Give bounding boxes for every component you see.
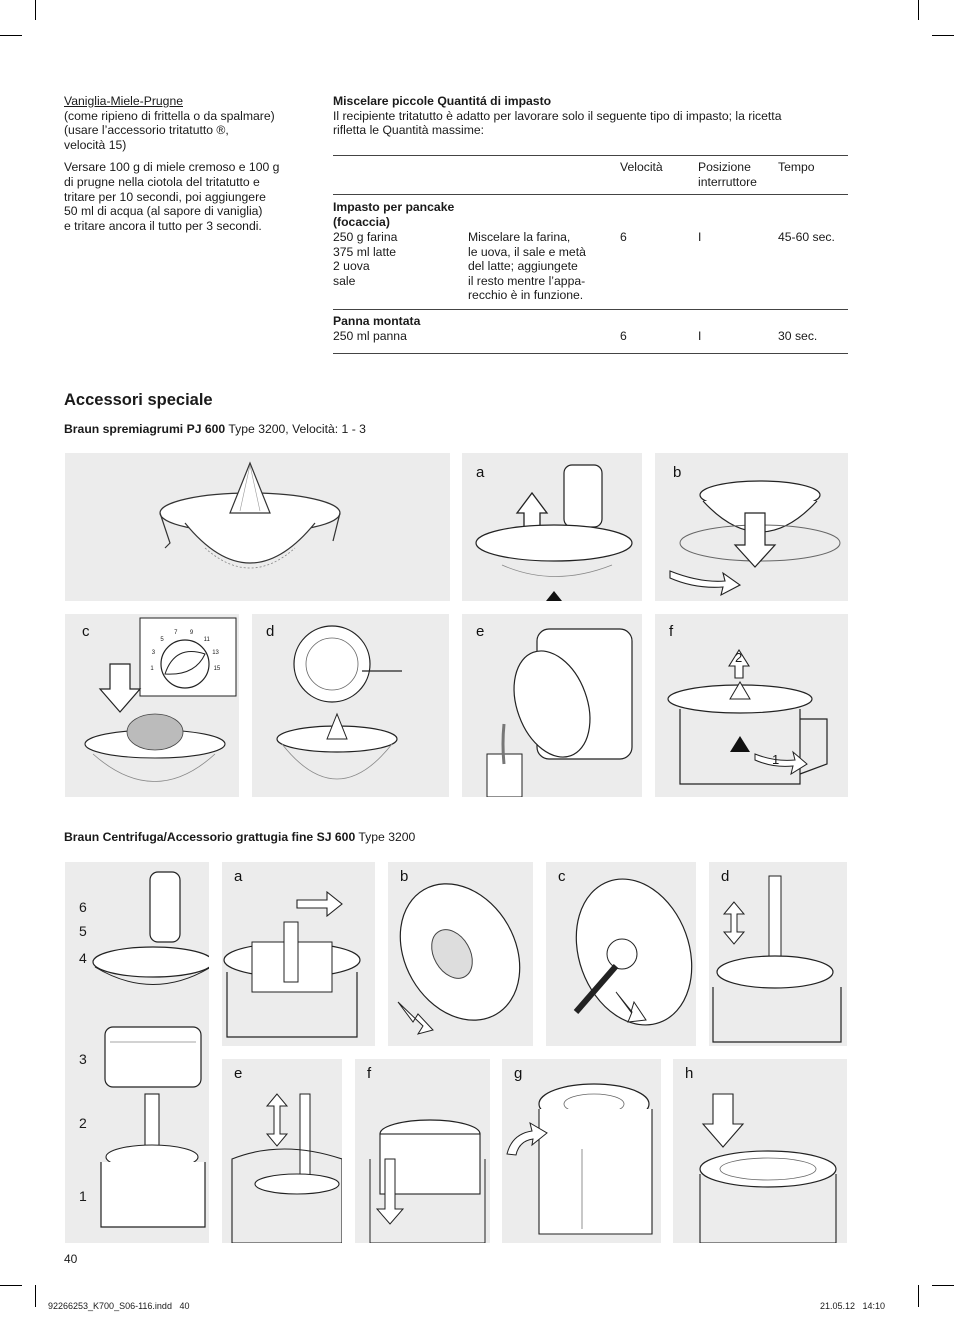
ingredient: sale xyxy=(333,273,356,288)
row-name: (focaccia) xyxy=(333,214,390,229)
pj-panel-c xyxy=(65,614,239,797)
panel-label: a xyxy=(234,868,243,885)
method-line: il resto mentre l’appa- xyxy=(468,273,586,288)
dial-number: 1 xyxy=(150,666,154,672)
crop-mark xyxy=(35,1285,36,1307)
table-rule xyxy=(333,155,848,156)
crop-mark xyxy=(932,1285,954,1286)
ingredient: 250 g farina xyxy=(333,230,398,244)
pj-panel-b xyxy=(655,453,848,601)
recipe-body-line: e tritare ancora il tutto per 3 secondi. xyxy=(64,218,262,233)
crop-mark xyxy=(0,35,22,36)
panel-label: h xyxy=(685,1065,694,1082)
ingredient: 2 uova xyxy=(333,259,370,274)
pj-panel-d xyxy=(252,614,449,797)
dial-number: 15 xyxy=(213,666,221,672)
part-number: 3 xyxy=(79,1051,87,1067)
mix-intro-line: rifletta le Quantità massime: xyxy=(333,123,485,138)
footer-date: 21.05.12 14:10 xyxy=(820,1301,886,1311)
panel-label: f xyxy=(669,623,674,640)
sj600-details: Type 3200 xyxy=(355,830,416,844)
pj-panel-main xyxy=(65,453,450,601)
sj-panel-a xyxy=(222,862,375,1046)
crop-mark xyxy=(918,1285,919,1307)
row-method xyxy=(468,230,586,303)
crop-mark xyxy=(35,0,36,20)
crop-mark xyxy=(918,0,919,20)
method-line: recchio è in funzione. xyxy=(468,288,584,303)
sj-panel-g xyxy=(502,1059,661,1243)
part-number: 5 xyxy=(79,923,87,939)
footer-file: 92266253_K700_S06-116.indd 40 xyxy=(48,1301,190,1311)
step-number: 1 xyxy=(772,752,780,767)
page-number: 40 xyxy=(64,1252,78,1266)
sj-panel-b xyxy=(388,862,533,1046)
recipe-title: Vaniglia-Miele-Prugne xyxy=(64,94,183,108)
dial-number: 3 xyxy=(151,650,156,657)
part-number: 6 xyxy=(79,899,87,915)
panel-label: b xyxy=(673,464,682,481)
crop-mark xyxy=(0,1285,22,1286)
panel-label: e xyxy=(476,623,485,640)
dial-number: 7 xyxy=(174,629,178,636)
row-switch: I xyxy=(698,230,702,244)
mix-intro xyxy=(333,94,853,138)
header-speed: Velocità xyxy=(620,160,663,174)
method-line: del latte; aggiungete xyxy=(468,259,578,274)
row-speed: 6 xyxy=(620,230,627,244)
panel-label: c xyxy=(558,868,566,885)
row-time: 30 sec. xyxy=(778,329,818,343)
sj-panel-d xyxy=(709,862,847,1046)
pj-panel-f xyxy=(655,614,848,797)
recipe-body-line: di prugne nella ciotola del tritatutto e xyxy=(64,174,260,189)
header-time: Tempo xyxy=(778,160,815,174)
sj-panel-h xyxy=(673,1059,847,1243)
row-name: Impasto per pancake xyxy=(333,200,455,214)
sj-panel-exploded xyxy=(65,862,209,1243)
pj600-details: Type 3200, Velocità: 1 - 3 xyxy=(225,422,366,436)
method-line: Miscelare la farina, xyxy=(468,230,571,244)
step-number: 2 xyxy=(735,650,743,665)
ingredient: 250 ml panna xyxy=(333,328,407,343)
pj-panel-e xyxy=(462,614,642,797)
sj600-heading xyxy=(64,830,415,845)
sj-panel-e xyxy=(222,1059,342,1243)
pj-panel-a xyxy=(462,453,642,601)
recipe-block xyxy=(64,94,324,233)
part-number: 4 xyxy=(79,950,87,966)
panel-label: d xyxy=(721,868,730,885)
mix-title: Miscelare piccole Quantitá di impasto xyxy=(333,94,552,108)
sj-panel-f xyxy=(355,1059,490,1243)
table-row-pancake xyxy=(333,200,848,306)
recipe-subtitle-line: (come ripieno di frittella o da spalmare) xyxy=(64,108,275,123)
pj600-heading xyxy=(64,422,366,437)
recipe-subtitle-line: (usare l’accessorio tritatutto ®, xyxy=(64,123,229,138)
method-line: le uova, il sale e metà xyxy=(468,244,586,259)
panel-label: f xyxy=(367,1065,372,1082)
mix-intro-line: Il recipiente tritatutto è adatto per lavorare solo il seguente tipo di impasto; la ricetta xyxy=(333,108,782,123)
dial-number: 5 xyxy=(160,637,164,644)
pj600-name: Braun spremiagrumi PJ 600 xyxy=(64,422,226,436)
dial-number: 13 xyxy=(212,650,219,657)
row-name: Panna montata xyxy=(333,314,421,328)
table-rule xyxy=(333,194,848,195)
panel-label: c xyxy=(82,623,90,640)
table-row-cream xyxy=(333,314,848,350)
part-number: 1 xyxy=(79,1188,87,1204)
header-switch xyxy=(698,160,757,189)
recipe-body-line: 50 ml di acqua (al sapore di vaniglia) xyxy=(64,204,263,219)
panel-label: d xyxy=(266,623,275,640)
dial-number: 11 xyxy=(203,637,210,644)
panel-label: g xyxy=(514,1065,523,1082)
panel-label: e xyxy=(234,1065,243,1082)
row-ingredients xyxy=(333,230,397,288)
part-number: 2 xyxy=(79,1115,87,1131)
row-time: 45-60 sec. xyxy=(778,230,835,244)
sj-panel-c xyxy=(546,862,696,1046)
crop-mark xyxy=(932,35,954,36)
header-switch-line: interruttore xyxy=(698,174,757,189)
sj600-name: Braun Centrifuga/Accessorio grattugia fine SJ 600 xyxy=(64,830,356,844)
header-switch-line: Posizione xyxy=(698,160,751,174)
dial-number: 9 xyxy=(189,629,194,636)
recipe-subtitle-line: velocità 15) xyxy=(64,137,127,152)
recipe-body-line: Versare 100 g di miele cremoso e 100 g xyxy=(64,160,280,175)
section-title: Accessori speciale xyxy=(64,391,213,409)
ingredient: 375 ml latte xyxy=(333,244,397,259)
recipe-body-line: tritare per 10 secondi, poi aggiungere xyxy=(64,189,266,204)
row-switch: I xyxy=(698,329,702,343)
table-rule xyxy=(333,309,848,310)
table-rule xyxy=(333,353,848,354)
panel-label: a xyxy=(476,464,485,481)
panel-label: b xyxy=(400,868,409,885)
row-speed: 6 xyxy=(620,329,627,343)
